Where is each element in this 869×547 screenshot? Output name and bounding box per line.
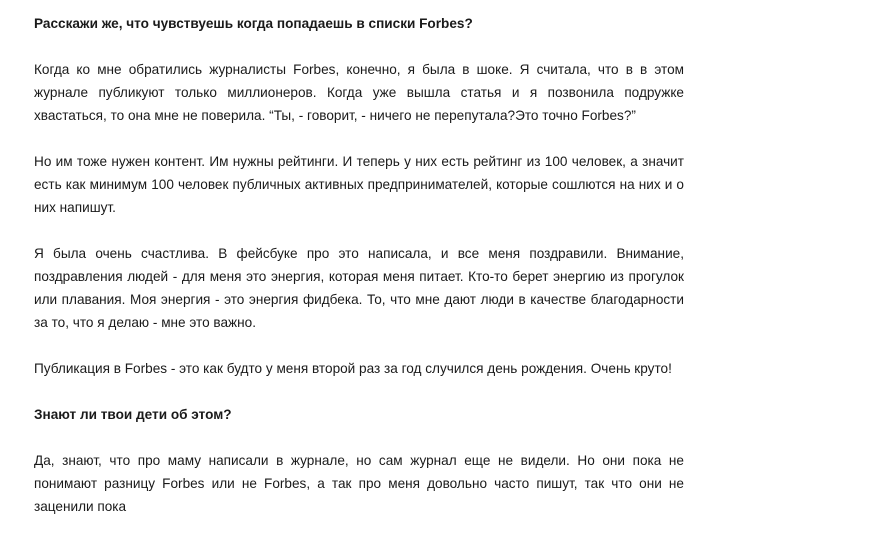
answer-paragraph-content-ratings: Но им тоже нужен контент. Им нужны рейтинги. И теперь у них есть рейтинг из 100 человек, а значит есть как минимум 100 человек публичных активных предпринимателей, которые сошлются на них и о них напишут.: [34, 154, 684, 215]
answer-paragraph-birthday: Публикация в Forbes - это как будто у меня второй раз за год случился день рождения. Очень круто!: [34, 361, 672, 376]
interview-question-forbes-feelings: Расскажи же, что чувствуешь когда попадаешь в списки Forbes?: [34, 16, 473, 31]
answer-paragraph-happiness: Я была очень счастлива. В фейсбуке про это написала, и все меня поздравили. Внимание, поздравления людей - для меня это энергия, которая меня питает. Кто-то берет энергию из прогулок или плавания. Моя энергия - это энергия фидбека. То, что мне дают люди в качестве благодарности за то, что я делаю - мне это важно.: [34, 246, 684, 330]
answer-paragraph-shock: Когда ко мне обратились журналисты Forbes, конечно, я была в шоке. Я считала, что в в этом журнале публикуют только миллионеров. Когда уже вышла статья и я позвонила подружке хвастаться, то она мне не поверила. “Ты, - говорит, - ничего не перепутала?Это точно Forbes?”: [34, 62, 684, 123]
answer-paragraph-children: Да, знают, что про маму написали в журнале, но сам журнал еще не видели. Но они пока не понимают разницу Forbes или не Forbes, а так про меня довольно часто пишут, так что они не заценили пока: [34, 453, 684, 514]
article-body: [34, 12, 684, 518]
interview-question-children: Знают ли твои дети об этом?: [34, 407, 232, 422]
